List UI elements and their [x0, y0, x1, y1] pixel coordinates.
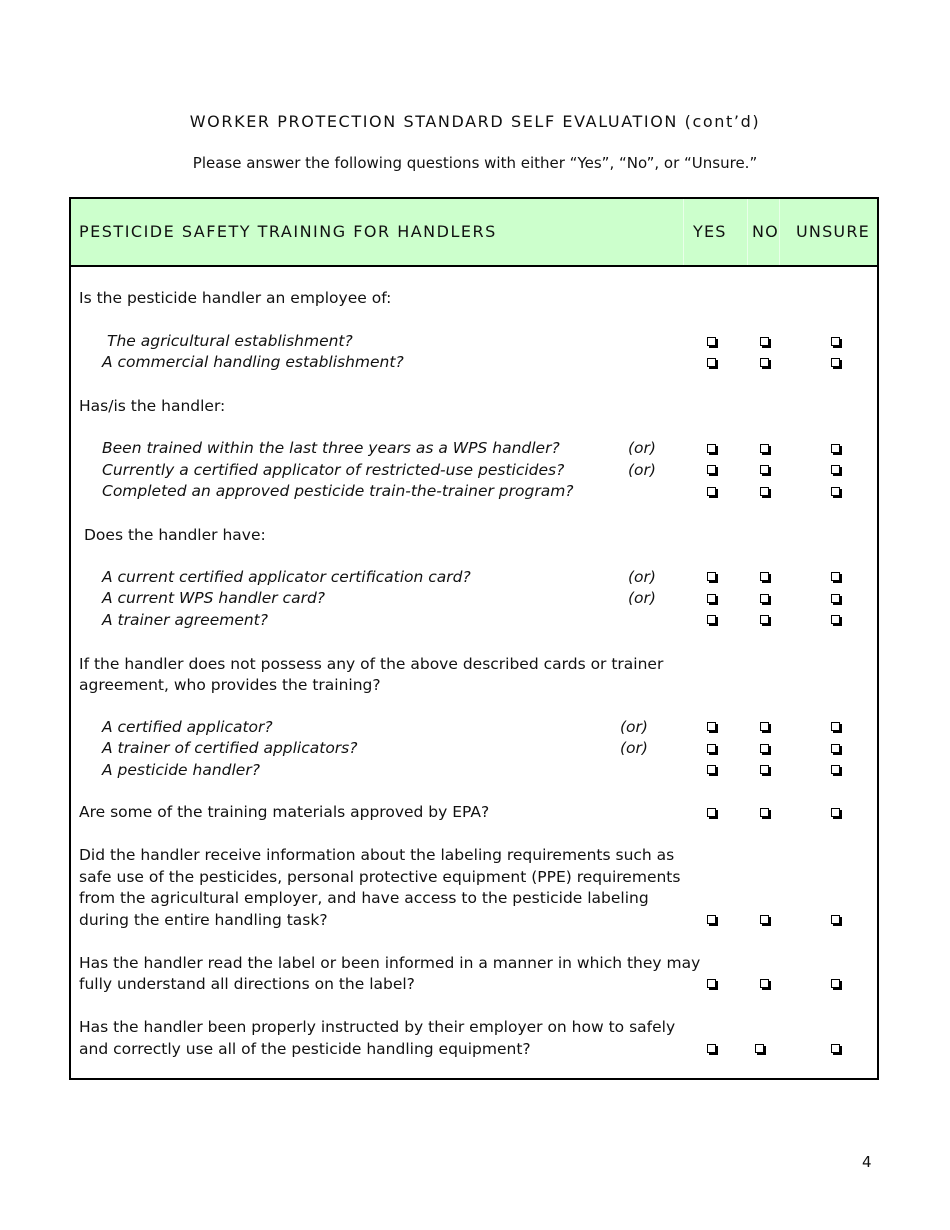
checkbox-yes[interactable]	[707, 722, 716, 731]
question-equipment-line1: Has the handler been properly instructed by their employer on how to safely	[79, 1018, 676, 1036]
checkbox-no[interactable]	[760, 465, 769, 474]
evaluation-form	[69, 197, 879, 1080]
option-certified-applicator-trainer: A certified applicator?	[102, 718, 273, 736]
question-who-provides-line2: agreement, who provides the training?	[79, 676, 381, 694]
checkbox-no[interactable]	[760, 487, 769, 496]
question-labeling-line1: Did the handler receive information about the labeling requirements such as	[79, 846, 675, 864]
checkbox-no[interactable]	[760, 722, 769, 731]
checkbox-no[interactable]	[760, 915, 769, 924]
or-label: (or)	[620, 718, 648, 736]
column-header-yes: YES	[693, 222, 727, 241]
checkbox-no[interactable]	[760, 337, 769, 346]
checkbox-no[interactable]	[760, 572, 769, 581]
checkbox-unsure[interactable]	[831, 465, 840, 474]
checkbox-yes[interactable]	[707, 744, 716, 753]
option-agricultural-establishment: The agricultural establishment?	[107, 332, 353, 350]
checkbox-unsure[interactable]	[831, 594, 840, 603]
option-pesticide-handler: A pesticide handler?	[102, 761, 260, 779]
checkbox-unsure[interactable]	[831, 979, 840, 988]
checkbox-yes[interactable]	[707, 487, 716, 496]
checkbox-no[interactable]	[760, 765, 769, 774]
checkbox-yes[interactable]	[707, 358, 716, 367]
form-header	[71, 199, 877, 267]
or-label: (or)	[620, 739, 648, 757]
or-label: (or)	[628, 589, 656, 607]
checkbox-unsure[interactable]	[831, 765, 840, 774]
question-labeling-line3: from the agricultural employer, and have access to the pesticide labeling	[79, 889, 649, 907]
checkbox-unsure[interactable]	[831, 744, 840, 753]
column-divider	[683, 199, 684, 265]
checkbox-yes[interactable]	[707, 594, 716, 603]
checkbox-yes[interactable]	[707, 615, 716, 624]
option-applicator-card: A current certified applicator certification card?	[102, 568, 471, 586]
checkbox-unsure[interactable]	[831, 358, 840, 367]
checkbox-yes[interactable]	[707, 444, 716, 453]
column-divider	[747, 199, 748, 265]
question-read-label-line1: Has the handler read the label or been informed in a manner in which they may	[79, 954, 701, 972]
question-employee-of: Is the pesticide handler an employee of:	[79, 289, 392, 307]
question-has-is-handler: Has/is the handler:	[79, 397, 226, 415]
checkbox-no[interactable]	[760, 444, 769, 453]
question-epa-materials: Are some of the training materials approved by EPA?	[79, 803, 490, 821]
checkbox-yes[interactable]	[707, 915, 716, 924]
checkbox-no[interactable]	[760, 615, 769, 624]
or-label: (or)	[628, 461, 656, 479]
checkbox-no[interactable]	[760, 979, 769, 988]
checkbox-unsure[interactable]	[831, 487, 840, 496]
checkbox-yes[interactable]	[707, 337, 716, 346]
checkbox-no[interactable]	[760, 744, 769, 753]
checkbox-yes[interactable]	[707, 979, 716, 988]
page-title: WORKER PROTECTION STANDARD SELF EVALUATION (cont’d)	[189, 112, 761, 131]
checkbox-yes[interactable]	[707, 465, 716, 474]
checkbox-unsure[interactable]	[831, 722, 840, 731]
question-labeling-line2: safe use of the pesticides, personal protective equipment (PPE) requirements	[79, 868, 681, 886]
page-number: 4	[862, 1153, 872, 1171]
question-labeling-line4: during the entire handling task?	[79, 911, 328, 929]
option-trainer-of-applicators: A trainer of certified applicators?	[102, 739, 358, 757]
question-read-label-line2: fully understand all directions on the label?	[79, 975, 415, 993]
column-divider	[779, 199, 780, 265]
option-wps-card: A current WPS handler card?	[102, 589, 326, 607]
option-train-the-trainer: Completed an approved pesticide train-the-trainer program?	[102, 482, 574, 500]
checkbox-unsure[interactable]	[831, 915, 840, 924]
checkbox-unsure[interactable]	[831, 808, 840, 817]
checkbox-unsure[interactable]	[831, 337, 840, 346]
option-trained-wps: Been trained within the last three years as a WPS handler?	[102, 439, 560, 457]
option-commercial-handling: A commercial handling establishment?	[102, 353, 404, 371]
checkbox-no[interactable]	[755, 1044, 764, 1053]
column-header-no: NO	[752, 222, 779, 241]
checkbox-yes[interactable]	[707, 808, 716, 817]
checkbox-unsure[interactable]	[831, 572, 840, 581]
question-handler-have: Does the handler have:	[84, 526, 266, 544]
checkbox-unsure[interactable]	[831, 444, 840, 453]
checkbox-no[interactable]	[760, 808, 769, 817]
option-trainer-agreement: A trainer agreement?	[102, 611, 268, 629]
section-title: PESTICIDE SAFETY TRAINING FOR HANDLERS	[79, 222, 497, 241]
option-certified-applicator: Currently a certified applicator of restricted-use pesticides?	[102, 461, 565, 479]
or-label: (or)	[628, 568, 656, 586]
checkbox-yes[interactable]	[707, 765, 716, 774]
column-header-unsure: UNSURE	[796, 222, 870, 241]
question-who-provides-line1: If the handler does not possess any of the above described cards or trainer	[79, 655, 664, 673]
instructions: Please answer the following questions with either “Yes”, “No”, or “Unsure.”	[192, 154, 758, 172]
checkbox-no[interactable]	[760, 358, 769, 367]
checkbox-yes[interactable]	[707, 572, 716, 581]
checkbox-unsure[interactable]	[831, 1044, 840, 1053]
checkbox-yes[interactable]	[707, 1044, 716, 1053]
checkbox-no[interactable]	[760, 594, 769, 603]
question-equipment-line2: and correctly use all of the pesticide handling equipment?	[79, 1040, 531, 1058]
or-label: (or)	[628, 439, 656, 457]
checkbox-unsure[interactable]	[831, 615, 840, 624]
